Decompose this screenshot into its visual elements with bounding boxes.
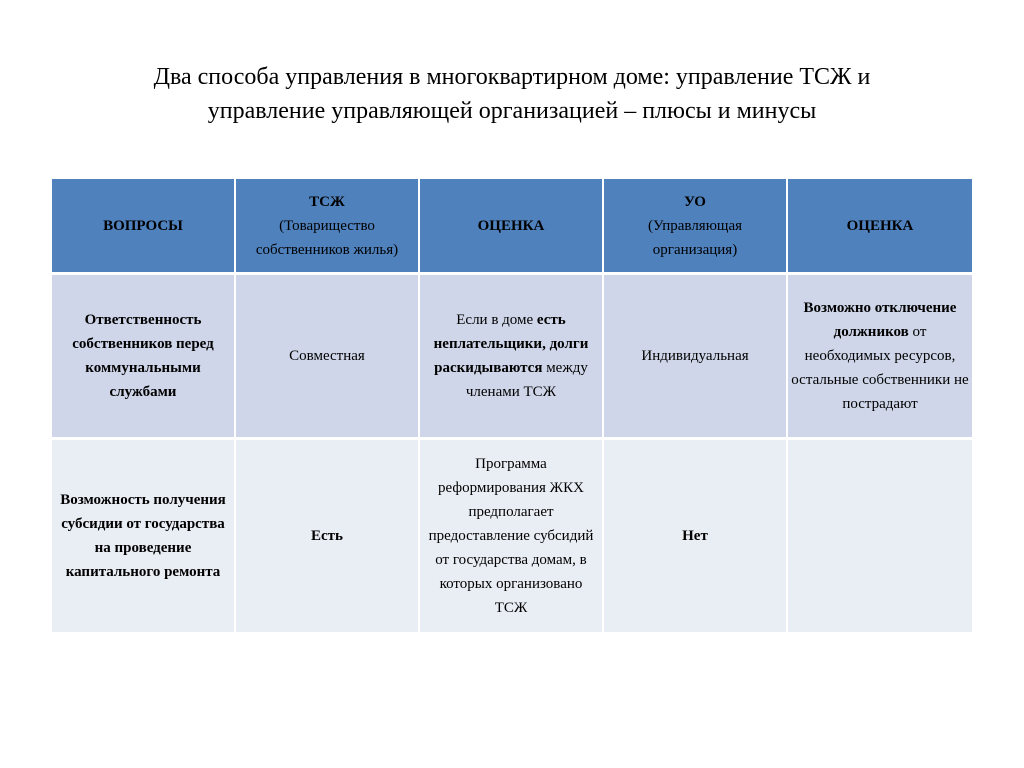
table-header-row [52, 179, 972, 275]
table-row [52, 440, 972, 632]
row-1-rating-1-pre: Если в доме [456, 312, 537, 328]
row-2-question: Возможность получения субсидии от государства на проведение капитального ремонта [52, 440, 236, 632]
header-rating-1-label: ОЦЕНКА [477, 217, 545, 234]
comparison-table [52, 179, 972, 632]
header-tszh-title: ТСЖ [309, 193, 345, 210]
header-tszh [236, 179, 420, 275]
header-rating-2-label: ОЦЕНКА [846, 217, 914, 234]
row-1-tszh: Совместная [236, 275, 420, 440]
title-line-1: Два способа управления в многоквартирном доме: управление ТСЖ и [153, 64, 871, 90]
title-line-2: управление управляющей организацией – плюсы и минусы [207, 98, 817, 124]
row-1-uo: Индивидуальная [604, 275, 788, 440]
row-2-uo: Нет [604, 440, 788, 632]
header-questions [52, 179, 236, 275]
header-questions-label: ВОПРОСЫ [103, 217, 183, 234]
header-rating-2 [788, 179, 972, 275]
row-2-rating-1: Программа реформирования ЖКХ предполагает предоставление субсидий от государства домам, в которых организовано ТСЖ [420, 440, 604, 632]
row-1-question: Ответственность собственников перед коммунальными службами [52, 275, 236, 440]
table-row [52, 275, 972, 440]
row-2-rating-2 [788, 440, 972, 632]
header-tszh-subtitle: (Товарищество собственников жилья) [255, 217, 399, 258]
row-1-rating-1 [420, 275, 604, 440]
row-1-rating-2 [788, 275, 972, 440]
slide-title [60, 60, 964, 128]
header-uo-subtitle: (Управляющая организация) [647, 217, 743, 258]
comparison-table-container [52, 179, 972, 632]
header-rating-1 [420, 179, 604, 275]
row-1-rating-2-bold: Возможно отключение должников [803, 300, 957, 340]
header-uo-title: УО [684, 193, 706, 210]
row-1-rating-2-post: от необходимых ресурсов, остальные собственники не пострадают [791, 324, 969, 412]
header-uo [604, 179, 788, 275]
row-2-tszh: Есть [236, 440, 420, 632]
row-1-rating-1-post: между членами ТСЖ [465, 360, 588, 400]
row-1-rating-1-bold: есть неплательщики, долги раскидываются [433, 312, 589, 376]
